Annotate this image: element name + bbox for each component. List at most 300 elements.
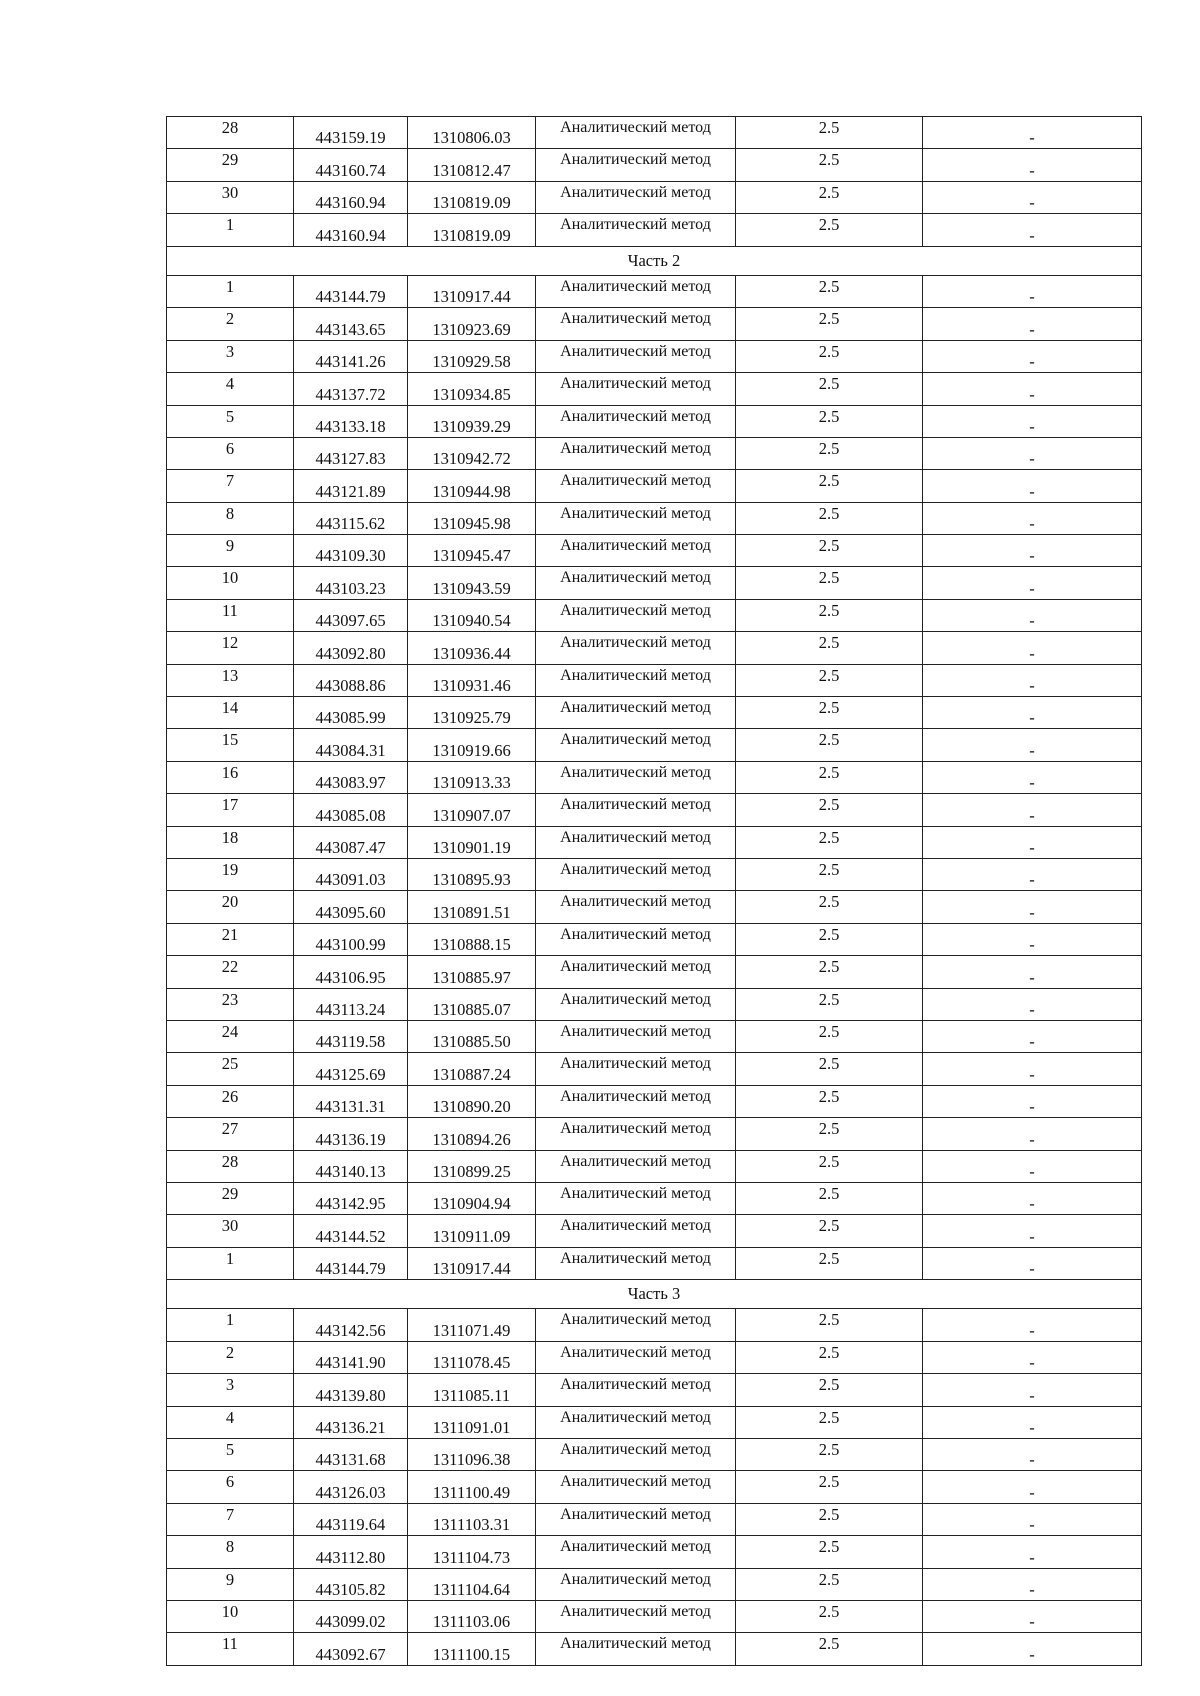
method-cell: Аналитический метод bbox=[536, 1341, 736, 1373]
table-row bbox=[167, 761, 1142, 793]
description-cell: - bbox=[923, 275, 1142, 307]
point-number-cell: 8 bbox=[167, 1536, 294, 1568]
accuracy-cell: 2.5 bbox=[736, 794, 923, 826]
method-cell: Аналитический метод bbox=[536, 1471, 736, 1503]
accuracy-cell: 2.5 bbox=[736, 1503, 923, 1535]
method-cell: Аналитический метод bbox=[536, 149, 736, 181]
y-coordinate-cell: 1310890.20 bbox=[408, 1085, 536, 1117]
table-row bbox=[167, 956, 1142, 988]
table-row bbox=[167, 1406, 1142, 1438]
description-cell: - bbox=[923, 535, 1142, 567]
x-coordinate-cell: 443092.67 bbox=[294, 1633, 408, 1665]
x-coordinate-cell: 443097.65 bbox=[294, 599, 408, 631]
x-coordinate-cell: 443131.68 bbox=[294, 1439, 408, 1471]
description-cell: - bbox=[923, 214, 1142, 246]
coordinates-table bbox=[166, 116, 1142, 1666]
point-number-cell: 29 bbox=[167, 1182, 294, 1214]
y-coordinate-cell: 1311100.49 bbox=[408, 1471, 536, 1503]
description-cell: - bbox=[923, 1406, 1142, 1438]
x-coordinate-cell: 443133.18 bbox=[294, 405, 408, 437]
description-cell: - bbox=[923, 956, 1142, 988]
description-cell: - bbox=[923, 1536, 1142, 1568]
section-title: Часть 3 bbox=[167, 1280, 1142, 1309]
description-cell: - bbox=[923, 794, 1142, 826]
x-coordinate-cell: 443141.26 bbox=[294, 340, 408, 372]
table-row bbox=[167, 1503, 1142, 1535]
description-cell: - bbox=[923, 1503, 1142, 1535]
method-cell: Аналитический метод bbox=[536, 308, 736, 340]
method-cell: Аналитический метод bbox=[536, 181, 736, 213]
accuracy-cell: 2.5 bbox=[736, 729, 923, 761]
y-coordinate-cell: 1310945.98 bbox=[408, 502, 536, 534]
point-number-cell: 25 bbox=[167, 1053, 294, 1085]
accuracy-cell: 2.5 bbox=[736, 1150, 923, 1182]
point-number-cell: 10 bbox=[167, 1600, 294, 1632]
table-row bbox=[167, 1633, 1142, 1665]
method-cell: Аналитический метод bbox=[536, 1439, 736, 1471]
x-coordinate-cell: 443085.08 bbox=[294, 794, 408, 826]
description-cell: - bbox=[923, 308, 1142, 340]
point-number-cell: 3 bbox=[167, 1374, 294, 1406]
accuracy-cell: 2.5 bbox=[736, 117, 923, 149]
description-cell: - bbox=[923, 117, 1142, 149]
x-coordinate-cell: 443141.90 bbox=[294, 1341, 408, 1373]
accuracy-cell: 2.5 bbox=[736, 567, 923, 599]
table-row bbox=[167, 1600, 1142, 1632]
point-number-cell: 7 bbox=[167, 1503, 294, 1535]
table-row bbox=[167, 1536, 1142, 1568]
point-number-cell: 19 bbox=[167, 858, 294, 890]
description-cell: - bbox=[923, 149, 1142, 181]
description-cell: - bbox=[923, 923, 1142, 955]
point-number-cell: 17 bbox=[167, 794, 294, 826]
method-cell: Аналитический метод bbox=[536, 1247, 736, 1279]
point-number-cell: 12 bbox=[167, 632, 294, 664]
x-coordinate-cell: 443160.74 bbox=[294, 149, 408, 181]
point-number-cell: 1 bbox=[167, 1309, 294, 1341]
x-coordinate-cell: 443106.95 bbox=[294, 956, 408, 988]
description-cell: - bbox=[923, 181, 1142, 213]
description-cell: - bbox=[923, 891, 1142, 923]
method-cell: Аналитический метод bbox=[536, 214, 736, 246]
x-coordinate-cell: 443109.30 bbox=[294, 535, 408, 567]
x-coordinate-cell: 443087.47 bbox=[294, 826, 408, 858]
point-number-cell: 6 bbox=[167, 1471, 294, 1503]
table-row bbox=[167, 1247, 1142, 1279]
section-header-row bbox=[167, 1280, 1142, 1309]
y-coordinate-cell: 1310945.47 bbox=[408, 535, 536, 567]
point-number-cell: 26 bbox=[167, 1085, 294, 1117]
x-coordinate-cell: 443119.58 bbox=[294, 1020, 408, 1052]
point-number-cell: 9 bbox=[167, 535, 294, 567]
accuracy-cell: 2.5 bbox=[736, 1247, 923, 1279]
table-row bbox=[167, 1568, 1142, 1600]
y-coordinate-cell: 1310895.93 bbox=[408, 858, 536, 890]
x-coordinate-cell: 443144.79 bbox=[294, 1247, 408, 1279]
x-coordinate-cell: 443091.03 bbox=[294, 858, 408, 890]
y-coordinate-cell: 1310885.07 bbox=[408, 988, 536, 1020]
y-coordinate-cell: 1310899.25 bbox=[408, 1150, 536, 1182]
accuracy-cell: 2.5 bbox=[736, 535, 923, 567]
description-cell: - bbox=[923, 1600, 1142, 1632]
table-row bbox=[167, 599, 1142, 631]
method-cell: Аналитический метод bbox=[536, 340, 736, 372]
table-row bbox=[167, 405, 1142, 437]
point-number-cell: 15 bbox=[167, 729, 294, 761]
y-coordinate-cell: 1310934.85 bbox=[408, 373, 536, 405]
method-cell: Аналитический метод bbox=[536, 988, 736, 1020]
y-coordinate-cell: 1310812.47 bbox=[408, 149, 536, 181]
table-row bbox=[167, 664, 1142, 696]
accuracy-cell: 2.5 bbox=[736, 599, 923, 631]
table-row bbox=[167, 1309, 1142, 1341]
point-number-cell: 6 bbox=[167, 437, 294, 469]
x-coordinate-cell: 443140.13 bbox=[294, 1150, 408, 1182]
description-cell: - bbox=[923, 1247, 1142, 1279]
point-number-cell: 3 bbox=[167, 340, 294, 372]
y-coordinate-cell: 1310936.44 bbox=[408, 632, 536, 664]
method-cell: Аналитический метод bbox=[536, 761, 736, 793]
method-cell: Аналитический метод bbox=[536, 858, 736, 890]
accuracy-cell: 2.5 bbox=[736, 1536, 923, 1568]
y-coordinate-cell: 1311085.11 bbox=[408, 1374, 536, 1406]
accuracy-cell: 2.5 bbox=[736, 149, 923, 181]
point-number-cell: 5 bbox=[167, 405, 294, 437]
x-coordinate-cell: 443083.97 bbox=[294, 761, 408, 793]
accuracy-cell: 2.5 bbox=[736, 1053, 923, 1085]
x-coordinate-cell: 443143.65 bbox=[294, 308, 408, 340]
point-number-cell: 23 bbox=[167, 988, 294, 1020]
accuracy-cell: 2.5 bbox=[736, 1215, 923, 1247]
table-row bbox=[167, 1341, 1142, 1373]
y-coordinate-cell: 1310923.69 bbox=[408, 308, 536, 340]
y-coordinate-cell: 1310819.09 bbox=[408, 181, 536, 213]
point-number-cell: 8 bbox=[167, 502, 294, 534]
table-row bbox=[167, 1118, 1142, 1150]
table-row bbox=[167, 340, 1142, 372]
accuracy-cell: 2.5 bbox=[736, 664, 923, 696]
accuracy-cell: 2.5 bbox=[736, 1020, 923, 1052]
point-number-cell: 4 bbox=[167, 373, 294, 405]
method-cell: Аналитический метод bbox=[536, 1215, 736, 1247]
accuracy-cell: 2.5 bbox=[736, 1118, 923, 1150]
accuracy-cell: 2.5 bbox=[736, 437, 923, 469]
description-cell: - bbox=[923, 567, 1142, 599]
table-row bbox=[167, 729, 1142, 761]
point-number-cell: 20 bbox=[167, 891, 294, 923]
description-cell: - bbox=[923, 1118, 1142, 1150]
description-cell: - bbox=[923, 340, 1142, 372]
method-cell: Аналитический метод bbox=[536, 923, 736, 955]
table-row bbox=[167, 1182, 1142, 1214]
accuracy-cell: 2.5 bbox=[736, 923, 923, 955]
point-number-cell: 28 bbox=[167, 1150, 294, 1182]
method-cell: Аналитический метод bbox=[536, 891, 736, 923]
point-number-cell: 27 bbox=[167, 1118, 294, 1150]
method-cell: Аналитический метод bbox=[536, 1536, 736, 1568]
y-coordinate-cell: 1310919.66 bbox=[408, 729, 536, 761]
method-cell: Аналитический метод bbox=[536, 599, 736, 631]
point-number-cell: 30 bbox=[167, 181, 294, 213]
point-number-cell: 11 bbox=[167, 1633, 294, 1665]
method-cell: Аналитический метод bbox=[536, 1633, 736, 1665]
point-number-cell: 21 bbox=[167, 923, 294, 955]
y-coordinate-cell: 1310806.03 bbox=[408, 117, 536, 149]
method-cell: Аналитический метод bbox=[536, 502, 736, 534]
point-number-cell: 9 bbox=[167, 1568, 294, 1600]
x-coordinate-cell: 443084.31 bbox=[294, 729, 408, 761]
x-coordinate-cell: 443113.24 bbox=[294, 988, 408, 1020]
accuracy-cell: 2.5 bbox=[736, 1633, 923, 1665]
y-coordinate-cell: 1311096.38 bbox=[408, 1439, 536, 1471]
x-coordinate-cell: 443112.80 bbox=[294, 1536, 408, 1568]
section-title: Часть 2 bbox=[167, 246, 1142, 275]
description-cell: - bbox=[923, 1309, 1142, 1341]
description-cell: - bbox=[923, 988, 1142, 1020]
table-row bbox=[167, 1085, 1142, 1117]
accuracy-cell: 2.5 bbox=[736, 214, 923, 246]
x-coordinate-cell: 443160.94 bbox=[294, 181, 408, 213]
point-number-cell: 5 bbox=[167, 1439, 294, 1471]
y-coordinate-cell: 1310913.33 bbox=[408, 761, 536, 793]
description-cell: - bbox=[923, 502, 1142, 534]
x-coordinate-cell: 443095.60 bbox=[294, 891, 408, 923]
method-cell: Аналитический метод bbox=[536, 405, 736, 437]
method-cell: Аналитический метод bbox=[536, 729, 736, 761]
x-coordinate-cell: 443126.03 bbox=[294, 1471, 408, 1503]
x-coordinate-cell: 443142.95 bbox=[294, 1182, 408, 1214]
y-coordinate-cell: 1310904.94 bbox=[408, 1182, 536, 1214]
x-coordinate-cell: 443105.82 bbox=[294, 1568, 408, 1600]
method-cell: Аналитический метод bbox=[536, 373, 736, 405]
y-coordinate-cell: 1310901.19 bbox=[408, 826, 536, 858]
description-cell: - bbox=[923, 1150, 1142, 1182]
table-row bbox=[167, 535, 1142, 567]
table-row bbox=[167, 502, 1142, 534]
accuracy-cell: 2.5 bbox=[736, 470, 923, 502]
method-cell: Аналитический метод bbox=[536, 535, 736, 567]
point-number-cell: 2 bbox=[167, 308, 294, 340]
coordinates-table-body bbox=[167, 117, 1142, 1666]
y-coordinate-cell: 1310894.26 bbox=[408, 1118, 536, 1150]
x-coordinate-cell: 443142.56 bbox=[294, 1309, 408, 1341]
description-cell: - bbox=[923, 858, 1142, 890]
table-row bbox=[167, 470, 1142, 502]
y-coordinate-cell: 1311104.73 bbox=[408, 1536, 536, 1568]
y-coordinate-cell: 1310931.46 bbox=[408, 664, 536, 696]
method-cell: Аналитический метод bbox=[536, 956, 736, 988]
accuracy-cell: 2.5 bbox=[736, 1341, 923, 1373]
x-coordinate-cell: 443139.80 bbox=[294, 1374, 408, 1406]
method-cell: Аналитический метод bbox=[536, 1085, 736, 1117]
accuracy-cell: 2.5 bbox=[736, 275, 923, 307]
y-coordinate-cell: 1311091.01 bbox=[408, 1406, 536, 1438]
description-cell: - bbox=[923, 1439, 1142, 1471]
x-coordinate-cell: 443103.23 bbox=[294, 567, 408, 599]
y-coordinate-cell: 1310888.15 bbox=[408, 923, 536, 955]
point-number-cell: 28 bbox=[167, 117, 294, 149]
description-cell: - bbox=[923, 632, 1142, 664]
x-coordinate-cell: 443115.62 bbox=[294, 502, 408, 534]
method-cell: Аналитический метод bbox=[536, 1020, 736, 1052]
accuracy-cell: 2.5 bbox=[736, 373, 923, 405]
x-coordinate-cell: 443131.31 bbox=[294, 1085, 408, 1117]
accuracy-cell: 2.5 bbox=[736, 1085, 923, 1117]
method-cell: Аналитический метод bbox=[536, 275, 736, 307]
point-number-cell: 7 bbox=[167, 470, 294, 502]
description-cell: - bbox=[923, 1182, 1142, 1214]
table-row bbox=[167, 1020, 1142, 1052]
method-cell: Аналитический метод bbox=[536, 1600, 736, 1632]
y-coordinate-cell: 1310929.58 bbox=[408, 340, 536, 372]
point-number-cell: 10 bbox=[167, 567, 294, 599]
y-coordinate-cell: 1310911.09 bbox=[408, 1215, 536, 1247]
x-coordinate-cell: 443100.99 bbox=[294, 923, 408, 955]
table-row bbox=[167, 1150, 1142, 1182]
point-number-cell: 18 bbox=[167, 826, 294, 858]
y-coordinate-cell: 1310942.72 bbox=[408, 437, 536, 469]
method-cell: Аналитический метод bbox=[536, 470, 736, 502]
section-header-row bbox=[167, 246, 1142, 275]
method-cell: Аналитический метод bbox=[536, 1503, 736, 1535]
method-cell: Аналитический метод bbox=[536, 117, 736, 149]
table-row bbox=[167, 794, 1142, 826]
method-cell: Аналитический метод bbox=[536, 1182, 736, 1214]
method-cell: Аналитический метод bbox=[536, 632, 736, 664]
x-coordinate-cell: 443085.99 bbox=[294, 697, 408, 729]
table-row bbox=[167, 1439, 1142, 1471]
point-number-cell: 11 bbox=[167, 599, 294, 631]
table-row bbox=[167, 697, 1142, 729]
method-cell: Аналитический метод bbox=[536, 1374, 736, 1406]
x-coordinate-cell: 443099.02 bbox=[294, 1600, 408, 1632]
description-cell: - bbox=[923, 1633, 1142, 1665]
y-coordinate-cell: 1311103.31 bbox=[408, 1503, 536, 1535]
table-row bbox=[167, 1374, 1142, 1406]
description-cell: - bbox=[923, 1341, 1142, 1373]
method-cell: Аналитический метод bbox=[536, 1568, 736, 1600]
y-coordinate-cell: 1310819.09 bbox=[408, 214, 536, 246]
y-coordinate-cell: 1310940.54 bbox=[408, 599, 536, 631]
description-cell: - bbox=[923, 405, 1142, 437]
description-cell: - bbox=[923, 1568, 1142, 1600]
table-row bbox=[167, 437, 1142, 469]
y-coordinate-cell: 1310917.44 bbox=[408, 275, 536, 307]
method-cell: Аналитический метод bbox=[536, 1406, 736, 1438]
point-number-cell: 29 bbox=[167, 149, 294, 181]
y-coordinate-cell: 1310907.07 bbox=[408, 794, 536, 826]
y-coordinate-cell: 1311071.49 bbox=[408, 1309, 536, 1341]
description-cell: - bbox=[923, 1053, 1142, 1085]
x-coordinate-cell: 443144.52 bbox=[294, 1215, 408, 1247]
accuracy-cell: 2.5 bbox=[736, 891, 923, 923]
point-number-cell: 4 bbox=[167, 1406, 294, 1438]
method-cell: Аналитический метод bbox=[536, 1309, 736, 1341]
x-coordinate-cell: 443136.19 bbox=[294, 1118, 408, 1150]
method-cell: Аналитический метод bbox=[536, 794, 736, 826]
table-row bbox=[167, 1215, 1142, 1247]
point-number-cell: 14 bbox=[167, 697, 294, 729]
y-coordinate-cell: 1310925.79 bbox=[408, 697, 536, 729]
accuracy-cell: 2.5 bbox=[736, 761, 923, 793]
y-coordinate-cell: 1311103.06 bbox=[408, 1600, 536, 1632]
y-coordinate-cell: 1311104.64 bbox=[408, 1568, 536, 1600]
y-coordinate-cell: 1310939.29 bbox=[408, 405, 536, 437]
description-cell: - bbox=[923, 470, 1142, 502]
point-number-cell: 13 bbox=[167, 664, 294, 696]
x-coordinate-cell: 443088.86 bbox=[294, 664, 408, 696]
description-cell: - bbox=[923, 1374, 1142, 1406]
table-row bbox=[167, 117, 1142, 149]
x-coordinate-cell: 443136.21 bbox=[294, 1406, 408, 1438]
point-number-cell: 2 bbox=[167, 1341, 294, 1373]
accuracy-cell: 2.5 bbox=[736, 502, 923, 534]
accuracy-cell: 2.5 bbox=[736, 1182, 923, 1214]
description-cell: - bbox=[923, 729, 1142, 761]
method-cell: Аналитический метод bbox=[536, 1053, 736, 1085]
description-cell: - bbox=[923, 1020, 1142, 1052]
y-coordinate-cell: 1310885.50 bbox=[408, 1020, 536, 1052]
table-row bbox=[167, 632, 1142, 664]
accuracy-cell: 2.5 bbox=[736, 697, 923, 729]
point-number-cell: 16 bbox=[167, 761, 294, 793]
accuracy-cell: 2.5 bbox=[736, 632, 923, 664]
description-cell: - bbox=[923, 373, 1142, 405]
table-row bbox=[167, 891, 1142, 923]
accuracy-cell: 2.5 bbox=[736, 308, 923, 340]
accuracy-cell: 2.5 bbox=[736, 340, 923, 372]
description-cell: - bbox=[923, 599, 1142, 631]
method-cell: Аналитический метод bbox=[536, 1118, 736, 1150]
x-coordinate-cell: 443092.80 bbox=[294, 632, 408, 664]
description-cell: - bbox=[923, 1085, 1142, 1117]
accuracy-cell: 2.5 bbox=[736, 1600, 923, 1632]
table-row bbox=[167, 373, 1142, 405]
y-coordinate-cell: 1310885.97 bbox=[408, 956, 536, 988]
x-coordinate-cell: 443127.83 bbox=[294, 437, 408, 469]
x-coordinate-cell: 443125.69 bbox=[294, 1053, 408, 1085]
x-coordinate-cell: 443119.64 bbox=[294, 1503, 408, 1535]
method-cell: Аналитический метод bbox=[536, 697, 736, 729]
accuracy-cell: 2.5 bbox=[736, 858, 923, 890]
accuracy-cell: 2.5 bbox=[736, 181, 923, 213]
accuracy-cell: 2.5 bbox=[736, 1439, 923, 1471]
accuracy-cell: 2.5 bbox=[736, 1568, 923, 1600]
table-row bbox=[167, 988, 1142, 1020]
table-row bbox=[167, 214, 1142, 246]
table-row bbox=[167, 275, 1142, 307]
x-coordinate-cell: 443159.19 bbox=[294, 117, 408, 149]
x-coordinate-cell: 443160.94 bbox=[294, 214, 408, 246]
description-cell: - bbox=[923, 761, 1142, 793]
table-row bbox=[167, 858, 1142, 890]
accuracy-cell: 2.5 bbox=[736, 1471, 923, 1503]
y-coordinate-cell: 1310943.59 bbox=[408, 567, 536, 599]
y-coordinate-cell: 1310887.24 bbox=[408, 1053, 536, 1085]
description-cell: - bbox=[923, 1471, 1142, 1503]
table-row bbox=[167, 181, 1142, 213]
point-number-cell: 1 bbox=[167, 1247, 294, 1279]
x-coordinate-cell: 443121.89 bbox=[294, 470, 408, 502]
method-cell: Аналитический метод bbox=[536, 437, 736, 469]
table-row bbox=[167, 567, 1142, 599]
y-coordinate-cell: 1310891.51 bbox=[408, 891, 536, 923]
accuracy-cell: 2.5 bbox=[736, 1374, 923, 1406]
table-row bbox=[167, 308, 1142, 340]
accuracy-cell: 2.5 bbox=[736, 956, 923, 988]
accuracy-cell: 2.5 bbox=[736, 405, 923, 437]
description-cell: - bbox=[923, 1215, 1142, 1247]
